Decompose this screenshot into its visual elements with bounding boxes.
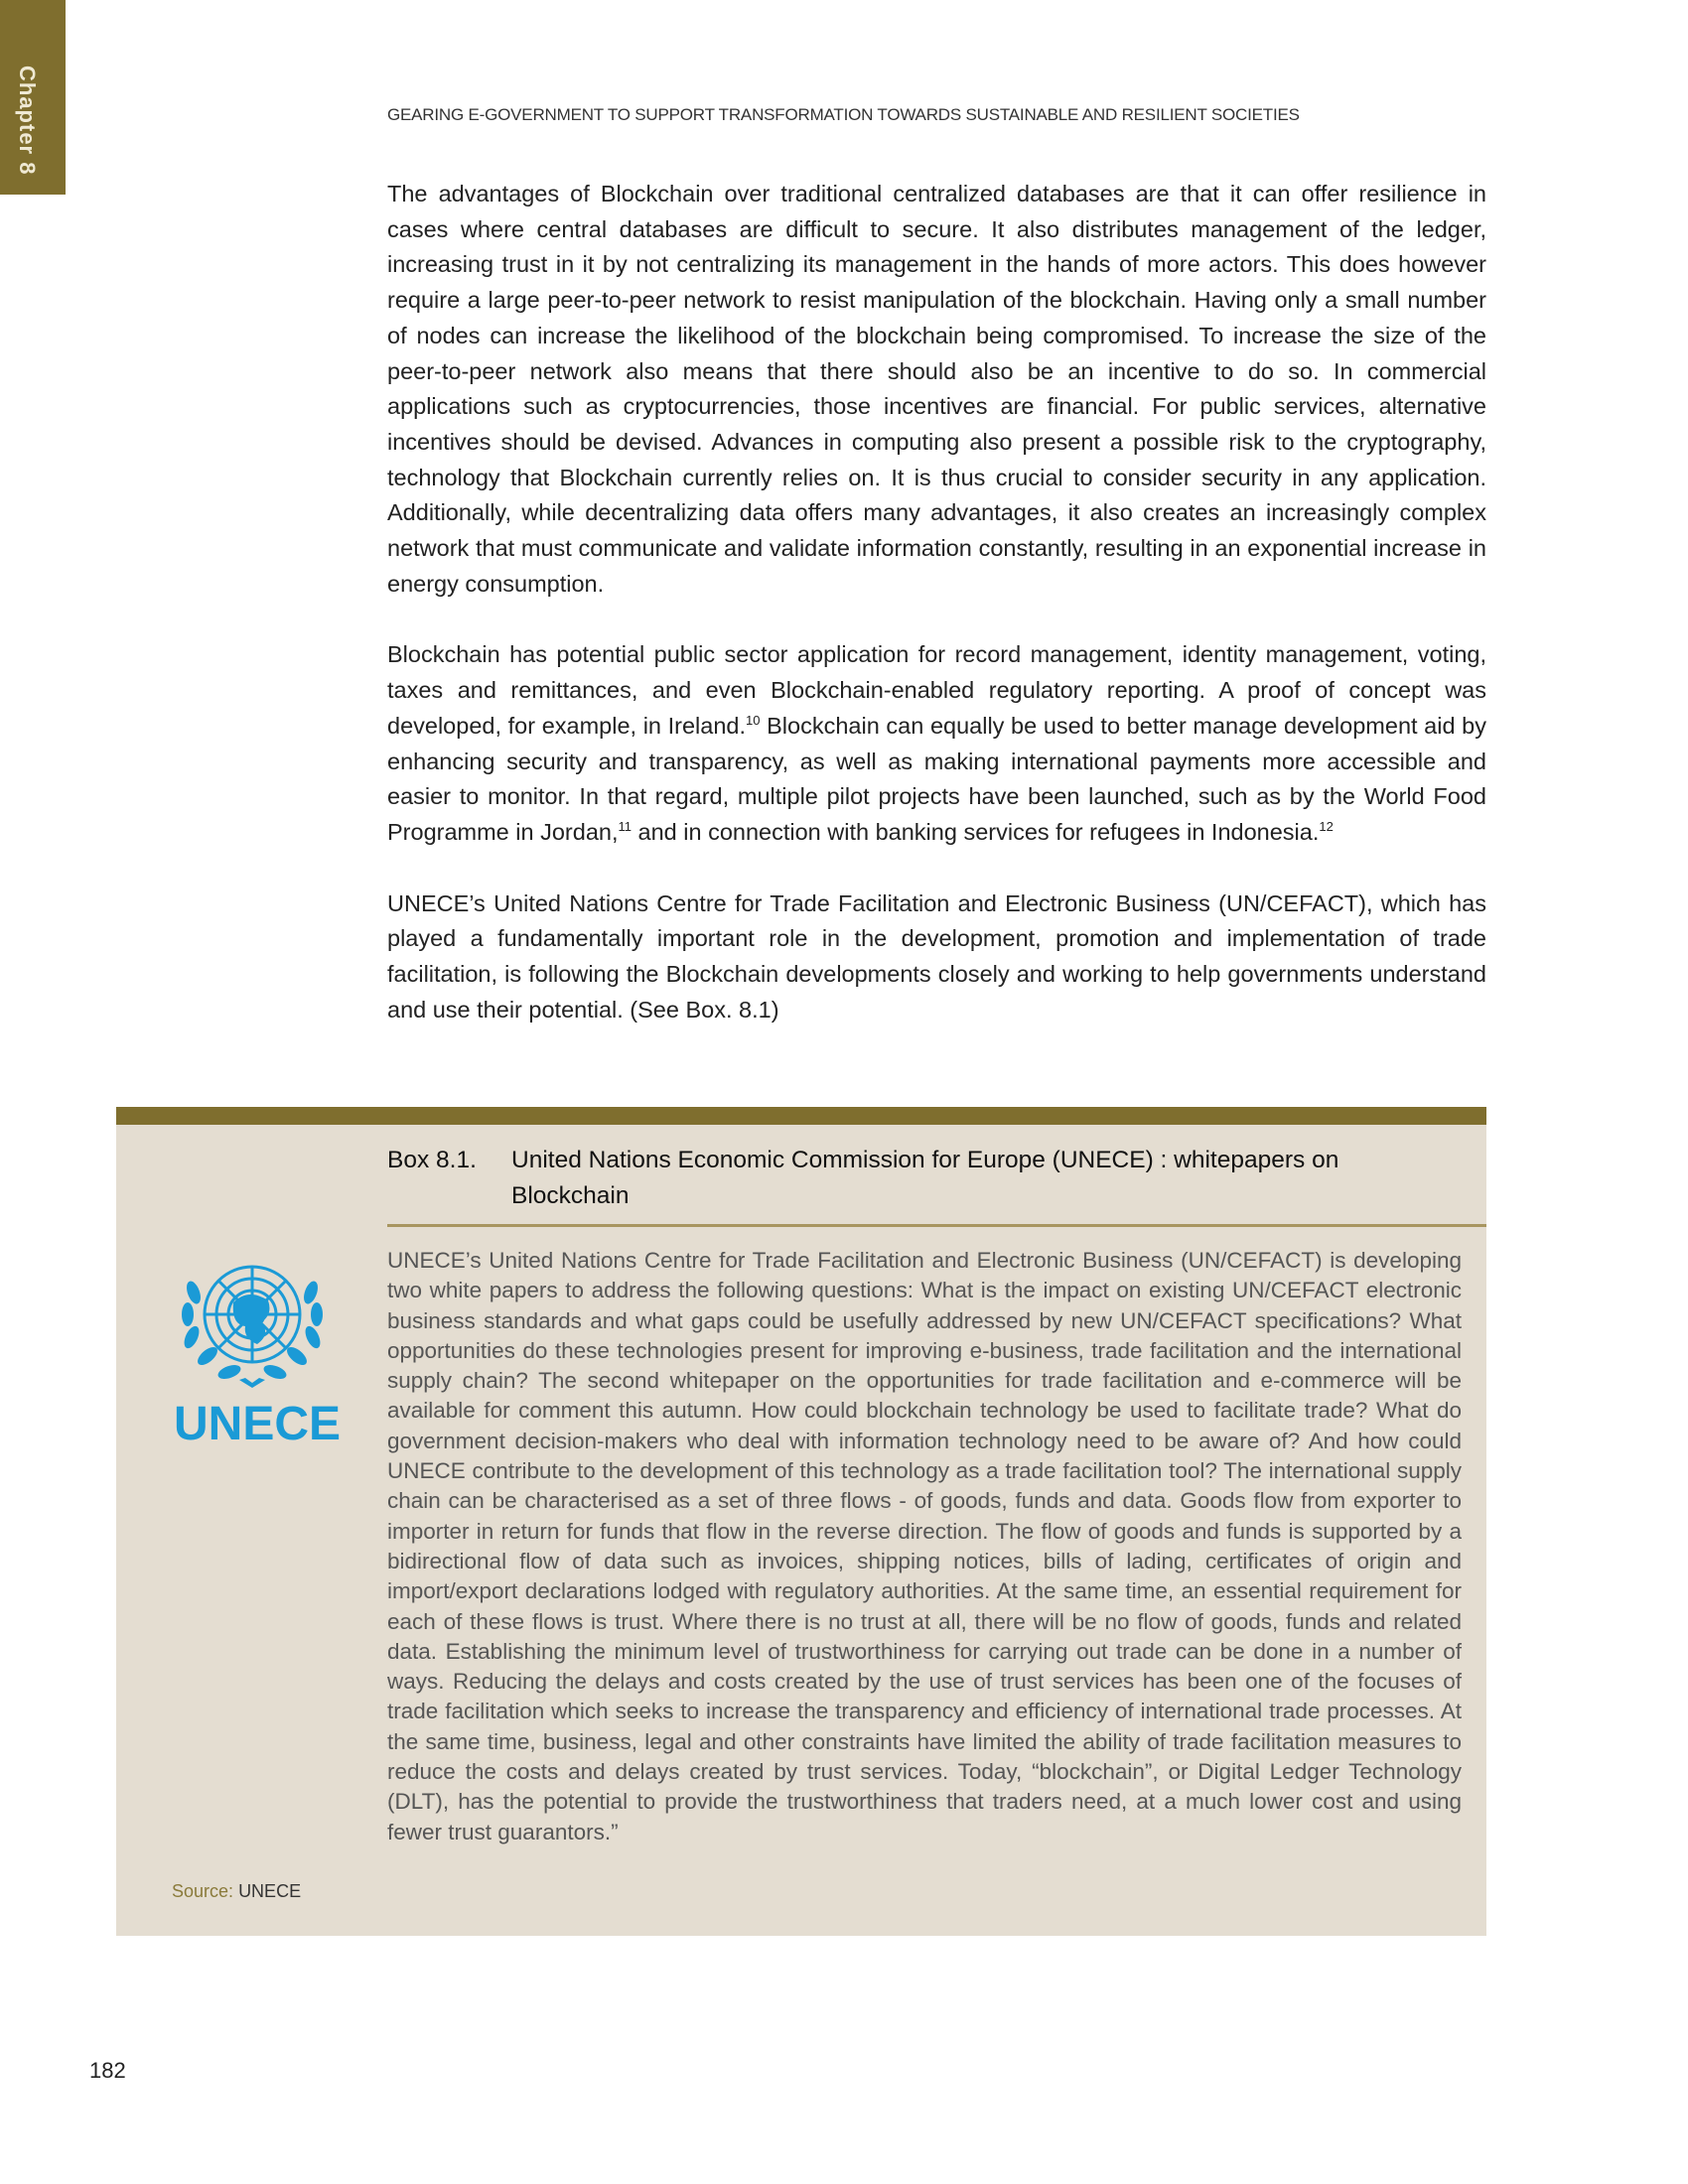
un-emblem-icon [174,1253,331,1392]
footnote-ref[interactable]: 11 [618,819,632,835]
source-note [172,1881,301,1902]
footnote-ref[interactable]: 10 [746,713,761,729]
footnote-ref[interactable]: 12 [1319,819,1334,835]
text: Blockchain can equally be used to better manage development aid by enhancing security and transparency, as well as making international payments more accessible and easier to monitor. In that regard, multiple pilot projects have been launched, such as by the World Food Programme in Jordan, [387,712,1487,845]
box-top-bar [116,1107,1486,1125]
paragraph-1: The advantages of Blockchain over traditional centralized databases are that it can offer resilience in cases where central databases are difficult to secure. It also distributes management of the ledger, increasing trust in it by not centralizing its management in the hands of more actors. This does however require a large peer-to-peer network to resist manipulation of the blockchain. Having only a small number of nodes can increase the likelihood of the blockchain being compromised. To increase the size of the peer-to-peer network also means that there should also be an incentive to do so. In commercial applications such as cryptocurrencies, those incentives are financial. For public services, alternative incentives should be devised. Advances in computing also present a possible risk to the cryptography, technology that Blockchain currently relies on. It is thus crucial to consider security in any application. Additionally, while decentralizing data offers many advantages, it also creates an increasingly complex network that must communicate and validate information constantly, resulting in an exponential increase in energy consumption. [387,181,1486,597]
chapter-tab-label: Chapter 8 [15,66,40,176]
box-number: Box 8.1. [387,1147,477,1173]
source-label: Source: [172,1881,234,1901]
paragraph-3: UNECE’s United Nations Centre for Trade Facilitation and Electronic Business (UN/CEFACT), which has played a fundamentally important role in the development, promotion and implementation of trade facilitation, is following the Blockchain developments closely and working to help governments understand and use their potential. (See Box. 8.1) [387,889,1486,1023]
body-text [387,177,1486,1063]
paragraph-2 [387,637,1486,850]
source-value: UNECE [238,1881,302,1901]
box-title [387,1143,1460,1214]
box-body-text: UNECE’s United Nations Centre for Trade Facilitation and Electronic Business (UN/CEFACT) is developing two white papers to address the following questions: What is the impact on existing UN/CEFACT electronic business standards and what gaps could be usefully addressed by new UN/CEFACT specifications? What opportunities do these technologies present for improving e-business, trade facilitation and the international supply chain? The second whitepaper on the opportunities for trade facilitation and e-commerce will be available for comment this autumn. How could blockchain technology be used to facilitate trade? What do government decision-makers who deal with information technology need to be aware of? And how could UNECE contribute to the development of this technology as a trade facilitation tool? The international supply chain can be characterised as a set of three flows - of goods, funds and data. Goods flow from exporter to importer in return for funds that flow in the reverse direction. The flow of goods and funds is supported by a bidirectional flow of data such as invoices, shipping notices, bills of lading, certificates of origin and import/export declarations lodged with regulatory authorities. At the same time, an essential requirement for each of these flows is trust. Where there is no trust at all, there will be no flow of goods, funds and related data. Establishing the minimum level of trustworthiness for carrying out trade can be done in a number of ways. Reducing the delays and costs created by the use of trust services has been one of the focuses of trade facilitation which seeks to increase the transparency and efficiency of international trade processes. At the same time, business, legal and other constraints have limited the ability of trade facilitation measures to reduce the costs and delays created by trust services. Today, “blockchain”, or Digital Ledger Technology (DLT), has the potential to provide the trustworthiness that traders need, at a much lower cost and using fewer trust guarantors.” [387,1248,1462,1844]
box-title-text: United Nations Economic Commission for Europe (UNECE) : whitepapers on Blockchain [511,1147,1339,1209]
text: and in connection with banking services for refugees in Indonesia. [632,818,1320,845]
text: Blockchain has potential public sector application for record management, identity management, voting, taxes and remittances, and even Blockchain-enabled regulatory reporting. A proof of concept was developed, for example, in Ireland. [387,641,1486,739]
box-8-1 [116,1107,1486,1936]
unece-logo [174,1253,342,1451]
running-header: GEARING E-GOVERNMENT TO SUPPORT TRANSFORMATION TOWARDS SUSTAINABLE AND RESILIENT SOCIETIES [387,105,1300,124]
unece-logo-text: UNECE [174,1398,342,1450]
chapter-tab [0,0,66,195]
page-number: 182 [89,2058,126,2083]
divider [387,1224,1486,1227]
